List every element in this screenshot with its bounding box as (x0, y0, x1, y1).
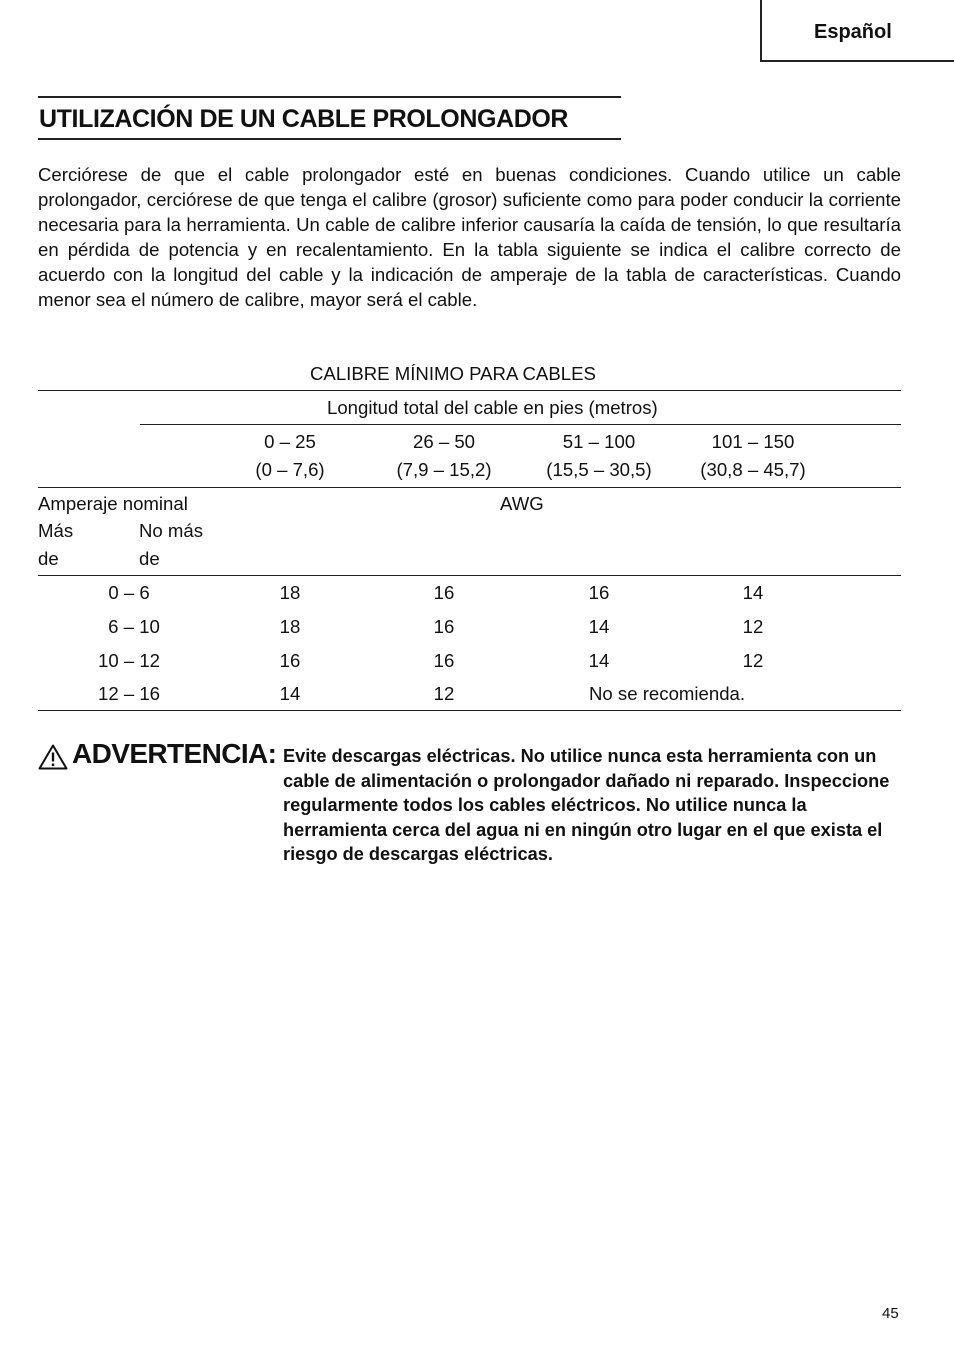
table-divider (38, 575, 901, 576)
awg-value: 14 (588, 616, 610, 637)
awg-value: 14 (279, 683, 301, 704)
awg-value: 16 (433, 616, 455, 637)
amperage-range: 6 – 10 (108, 616, 160, 637)
awg-value: 14 (742, 582, 764, 603)
awg-label: AWG (500, 493, 544, 514)
length-feet-4: 101 – 150 (711, 431, 795, 452)
awg-value: 16 (433, 650, 455, 671)
not-more-than-label-de: de (139, 548, 160, 569)
section-title-box (38, 96, 621, 140)
table-title: CALIBRE MÍNIMO PARA CABLES (310, 363, 596, 384)
awg-value: 12 (433, 683, 455, 704)
length-meters-3: (15,5 – 30,5) (546, 459, 652, 480)
amperage-range: 10 – 12 (97, 650, 161, 671)
more-than-label-de: de (38, 548, 59, 569)
more-than-label: Más (38, 520, 74, 541)
language-label: Español (814, 21, 892, 43)
warning-label: ADVERTENCIA: (72, 738, 277, 769)
awg-value: 18 (279, 616, 301, 637)
length-feet-3: 51 – 100 (562, 431, 636, 452)
warning-triangle-icon (38, 744, 68, 770)
awg-value: 12 (742, 616, 764, 637)
not-more-than-label: No más (139, 520, 204, 541)
page-number: 45 (882, 1305, 899, 1322)
warning-text: Evite descargas eléctricas. No utilice nunca esta herramienta con un cable de alimentación o prolongador dañado ni reparado. Inspeccione regularmente todos los cables eléctricos. No utilice nunca la herramienta cerca del agua ni en ningún otro lugar en el que exista el riesgo de descargas eléctricas. (283, 746, 890, 865)
amperage-range: 12 – 16 (97, 683, 161, 704)
awg-value: 18 (279, 582, 301, 603)
awg-value: 14 (588, 650, 610, 671)
table-divider (140, 424, 901, 425)
amperage-range: 0 – 6 (108, 582, 150, 603)
awg-value: 16 (433, 582, 455, 603)
language-tab (760, 0, 954, 62)
length-feet-1: 0 – 25 (264, 431, 316, 452)
intro-paragraph: Cerciórese de que el cable prolongador esté en buenas condiciones. Cuando utilice un cable prolongador, cerciórese de que tenga el calibre (grosor) suficiente como para poder conducir la corriente necesaria para la herramienta. Un cable de calibre inferior causaría la caída de tensión, lo que resultaría en pérdida de potencia y en recalentamiento. En la tabla siguiente se indica el calibre correcto de acuerdo con la longitud del cable y la indicación de amperaje de la tabla de características. Cuando menor sea el número de calibre, mayor será el cable. (38, 164, 901, 310)
table-divider (38, 710, 901, 711)
awg-value: 16 (588, 582, 610, 603)
amperage-label: Amperaje nominal (38, 493, 188, 514)
length-meters-4: (30,8 – 45,7) (700, 459, 806, 480)
awg-value: 16 (279, 650, 301, 671)
length-meters-2: (7,9 – 15,2) (396, 459, 492, 480)
length-feet-2: 26 – 50 (412, 431, 476, 452)
length-meters-1: (0 – 7,6) (255, 459, 325, 480)
table-divider (38, 487, 901, 488)
length-header: Longitud total del cable en pies (metros) (327, 397, 658, 418)
table-divider (38, 390, 901, 391)
awg-value: 12 (742, 650, 764, 671)
section-title: UTILIZACIÓN DE UN CABLE PROLONGADOR (39, 105, 569, 133)
not-recommended-note: No se recomienda. (589, 683, 746, 704)
